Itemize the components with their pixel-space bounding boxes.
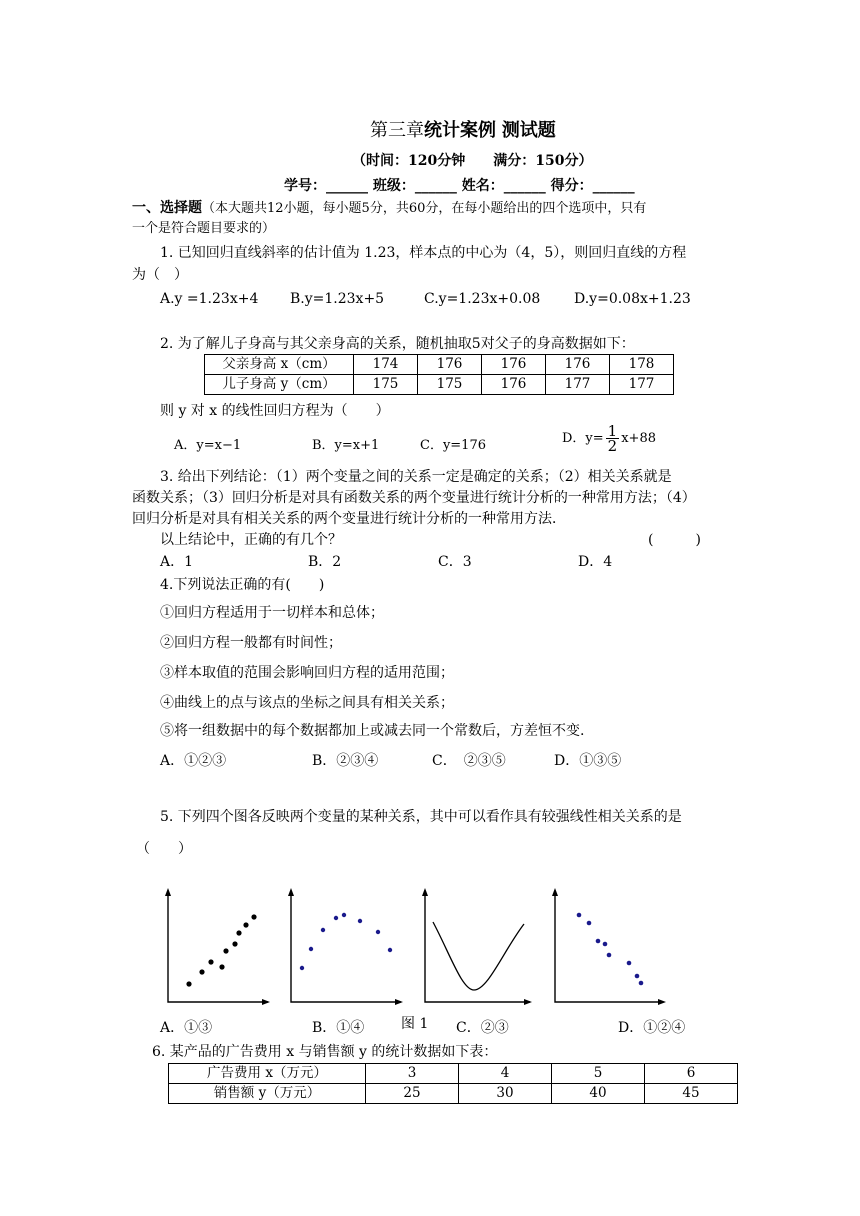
q4-option-a: A．①②③ [160, 753, 227, 769]
data-points [300, 913, 392, 970]
q3-answer-paren: ( ) [648, 532, 701, 548]
section-note-1: （本大题共12小题，每小题5分，共60分，在每小题给出的四个选项中，只有 [202, 201, 647, 216]
table-row [205, 355, 674, 375]
table-cell: 175 [354, 375, 418, 395]
q4-option-d: D．①③⑤ [554, 753, 622, 769]
q4-item-3: ③样本取值的范围会影响回归方程的适用范围； [160, 665, 454, 681]
q1-option-d: D.y=0.08x+1.23 [574, 291, 691, 307]
table-cell: 45 [645, 1084, 738, 1104]
section-note-2: 一个是符合题目要求的） [132, 221, 276, 236]
q3-option-c: C．3 [438, 554, 472, 570]
q2-option-c: C．y=176 [420, 438, 486, 453]
q3-option-d: D．4 [578, 554, 613, 570]
q3-option-a: A．1 [160, 554, 194, 570]
table-cell: 25 [366, 1084, 459, 1104]
data-points [186, 914, 256, 986]
q1-option-c: C.y=1.23x+0.08 [424, 291, 541, 307]
q3-line1: 3. 给出下列结论：（1）两个变量之间的关系一定是确定的关系；（2）相关关系就是 [160, 469, 672, 485]
table-cell: 175 [418, 375, 482, 395]
table-cell: 177 [546, 375, 610, 395]
y-axis-arrow [422, 888, 428, 896]
title-suffix: 测试题 [501, 120, 556, 141]
table-row [169, 1084, 738, 1104]
table-cell: 176 [482, 375, 546, 395]
q4-stem: 4.下列说法正确的有( ) [160, 577, 325, 593]
table-cell: 父亲身高 x（cm） [205, 355, 354, 375]
table-row [205, 375, 674, 395]
fraction-denominator: 2 [607, 437, 618, 455]
table-cell: 178 [610, 355, 674, 375]
q4-option-c: C． ②③⑤ [432, 753, 506, 769]
y-axis-arrow [288, 888, 294, 896]
section-heading [132, 199, 646, 218]
table-cell: 广告费用 x（万元） [169, 1064, 366, 1084]
scatter-plot-2 [288, 888, 403, 1006]
q6-table [168, 1063, 738, 1104]
scatter-plot-1 [160, 888, 270, 1006]
section-heading-label: 一、选择题 [132, 200, 202, 216]
time-info: （时间：120分钟 满分：150分） [352, 153, 593, 169]
table-cell: 30 [459, 1084, 552, 1104]
figure-caption: 图 1 [401, 1016, 429, 1032]
student-info: 学号：______ 班级：______ 姓名：______ 得分：______ [284, 178, 635, 194]
q1-option-a: A.y =1.23x+4 [160, 291, 259, 307]
q5-option-b: B．①④ [312, 1020, 365, 1036]
x-axis-arrow [658, 999, 666, 1005]
q2-option-d-prefix: D．y= [562, 431, 604, 446]
q5-option-c: C．②③ [456, 1020, 509, 1036]
scatter-plot-4 [551, 888, 666, 1006]
table-cell: 40 [552, 1084, 645, 1104]
q5-option-a: A．①③ [160, 1020, 213, 1036]
q4-item-1: ①回归方程适用于一切样本和总体； [160, 605, 384, 621]
q1-line1: 1. 已知回归直线斜率的估计值为 1.23，样本点的中心为（4，5），则回归直线的方程 [160, 245, 687, 261]
curve-plot-3 [422, 888, 532, 1006]
q2-line1: 2. 为了解儿子身高与其父亲身高的关系，随机抽取5对父子的身高数据如下： [160, 336, 635, 352]
q4-item-4: ④曲线上的点与该点的坐标之间具有相关关系； [160, 695, 454, 711]
q3-line2: 函数关系；（3）回归分析是对具有函数关系的两个变量进行统计分析的一种常用方法；（4） [132, 490, 696, 506]
y-axis-arrow [165, 888, 171, 896]
fraction-numerator: 1 [607, 422, 618, 440]
fraction [606, 424, 620, 453]
axes [168, 894, 268, 1002]
table-cell: 6 [645, 1064, 738, 1084]
title-main: 统计案例 [424, 120, 496, 141]
q3-line3: 回归分析是对具有相关关系的两个变量进行统计分析的一种常用方法． [132, 511, 566, 527]
table-cell: 176 [482, 355, 546, 375]
axes [291, 894, 401, 1002]
q4-option-b: B．②③④ [312, 753, 379, 769]
q4-item-5: ⑤将一组数据中的每个数据都加上或减去同一个常数后，方差恒不变. [160, 723, 585, 739]
q2-question: 则 y 对 x 的线性回归方程为（ ） [160, 403, 390, 419]
title-prefix: 第三章 [370, 120, 424, 141]
q2-option-a: A．y=x−1 [174, 438, 242, 453]
page-title [370, 116, 556, 142]
q1-option-b: B.y=1.23x+5 [290, 291, 385, 307]
q2-option-d-suffix: x+88 [621, 431, 656, 446]
q2-option-b: B．y=x+1 [312, 438, 380, 453]
q4-item-2: ②回归方程一般都有时间性； [160, 635, 342, 651]
q2-option-d [562, 424, 656, 453]
x-axis-arrow [395, 999, 403, 1005]
q6-line1: 6. 某产品的广告费用 x 与销售额 y 的统计数据如下表： [152, 1044, 498, 1060]
x-axis-arrow [524, 999, 532, 1005]
table-cell: 3 [366, 1064, 459, 1084]
q3-option-b: B．2 [308, 554, 342, 570]
table-cell: 176 [418, 355, 482, 375]
q3-line4: 以上结论中，正确的有几个？ [160, 532, 342, 548]
axes [555, 894, 663, 1002]
x-axis-arrow [262, 999, 270, 1005]
table-cell: 4 [459, 1064, 552, 1084]
table-cell: 儿子身高 y（cm） [205, 375, 354, 395]
q1-line2: 为（ ） [132, 267, 188, 283]
q5-line2: （ ） [136, 841, 192, 857]
table-cell: 5 [552, 1064, 645, 1084]
curve [433, 922, 524, 990]
axes [425, 894, 530, 1002]
table-cell: 174 [354, 355, 418, 375]
data-points [577, 913, 644, 986]
table-row [169, 1064, 738, 1084]
q5-option-d: D．①②④ [618, 1020, 686, 1036]
y-axis-arrow [552, 888, 558, 896]
table-cell: 176 [546, 355, 610, 375]
table-cell: 177 [610, 375, 674, 395]
table-cell: 销售额 y（万元） [169, 1084, 366, 1104]
q2-table [204, 354, 674, 395]
q5-line1: 5. 下列四个图各反映两个变量的某种关系，其中可以看作具有较强线性相关关系的是 [160, 809, 682, 825]
